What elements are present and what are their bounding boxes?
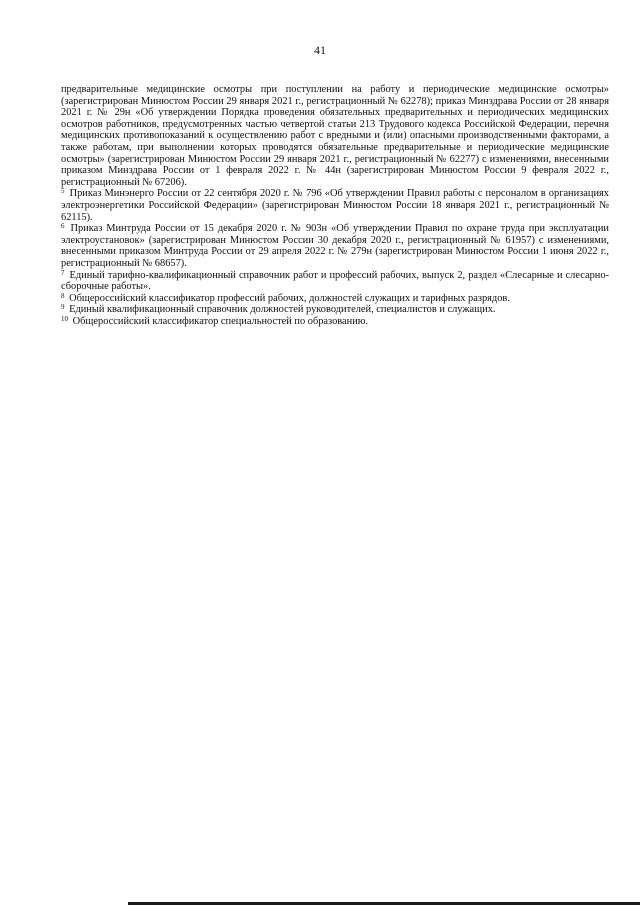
footnote-text: Общероссийский классификатор профессий рабочих, должностей служащих и тарифных разрядов. bbox=[69, 292, 510, 304]
footnote-5 bbox=[61, 188, 609, 223]
footnote-8 bbox=[61, 293, 609, 305]
footnote-mark: 9 bbox=[61, 303, 65, 312]
footnote-text: Приказ Минэнерго России от 22 сентября 2020 г. № 796 «Об утверждении Правил работы с персоналом в организациях электроэнергетики Российской Федерации» (зарегистрирован Минюстом России 18 января 2021 г., регистрационный № 62115). bbox=[61, 188, 609, 223]
footnote-10 bbox=[61, 316, 609, 328]
footnotes-section bbox=[61, 84, 609, 327]
footnote-mark: 8 bbox=[61, 291, 65, 300]
footnote-6 bbox=[61, 223, 609, 269]
footnote-mark: 5 bbox=[61, 187, 65, 196]
footnote-text: Приказ Минтруда России от 15 декабря 2020 г. № 903н «Об утверждении Правил по охране труда при эксплуатации электроустановок» (зарегистрирован Минюстом России 30 декабря 2020 г., регистрационный № 61957) с изменениями, внесенными приказом Минтруда России от 29 апреля 2022 г. № 279н (зарегистрирован Минюстом России 1 июня 2022 г., регистрационный № 68657). bbox=[61, 223, 609, 269]
footnote-text: Единый квалификационный справочник должностей руководителей, специалистов и служащих. bbox=[69, 304, 496, 316]
page-number: 41 bbox=[314, 43, 326, 57]
footnote-text: Единый тарифно-квалификационный справочник работ и профессий рабочих, выпуск 2, раздел «Слесарные и слесарно-сборочные работы». bbox=[61, 269, 609, 293]
footnote-9 bbox=[61, 304, 609, 316]
footnote-7 bbox=[61, 270, 609, 293]
footnote-continuation bbox=[61, 84, 609, 188]
footnote-text: предварительные медицинские осмотры при поступлении на работу и периодические медицинские осмотры» (зарегистрирован Минюстом России 29 января 2021 г., регистрационный № 62278); приказ Минздрава России от 28 января 2021 г. № 29н «Об утверждении Порядка проведения обязательных предварительных и периодических медицинских осмотров работников, предусмотренных частью четвертой статьи 213 Трудового кодекса Российской Федерации, перечня медицинских противопоказаний к осуществлению работ с вредными и (или) опасными производственными факторами, а также работам, при выполнении которых проводятся обязательные предварительные и периодические медицинские осмотры» (зарегистрирован Минюстом России 29 января 2021 г., регистрационный № 62277) с изменениями, внесенными приказом Минздрава России от 1 февраля 2022 г. № 44н (зарегистрирован Минюстом России 9 февраля 2022 г., регистрационный № 67206). bbox=[61, 84, 609, 188]
footnote-mark: 10 bbox=[61, 314, 68, 323]
footnote-mark: 7 bbox=[61, 268, 65, 277]
footnote-mark: 6 bbox=[61, 222, 65, 231]
footnote-text: Общероссийский классификатор специальностей по образованию. bbox=[72, 315, 369, 327]
